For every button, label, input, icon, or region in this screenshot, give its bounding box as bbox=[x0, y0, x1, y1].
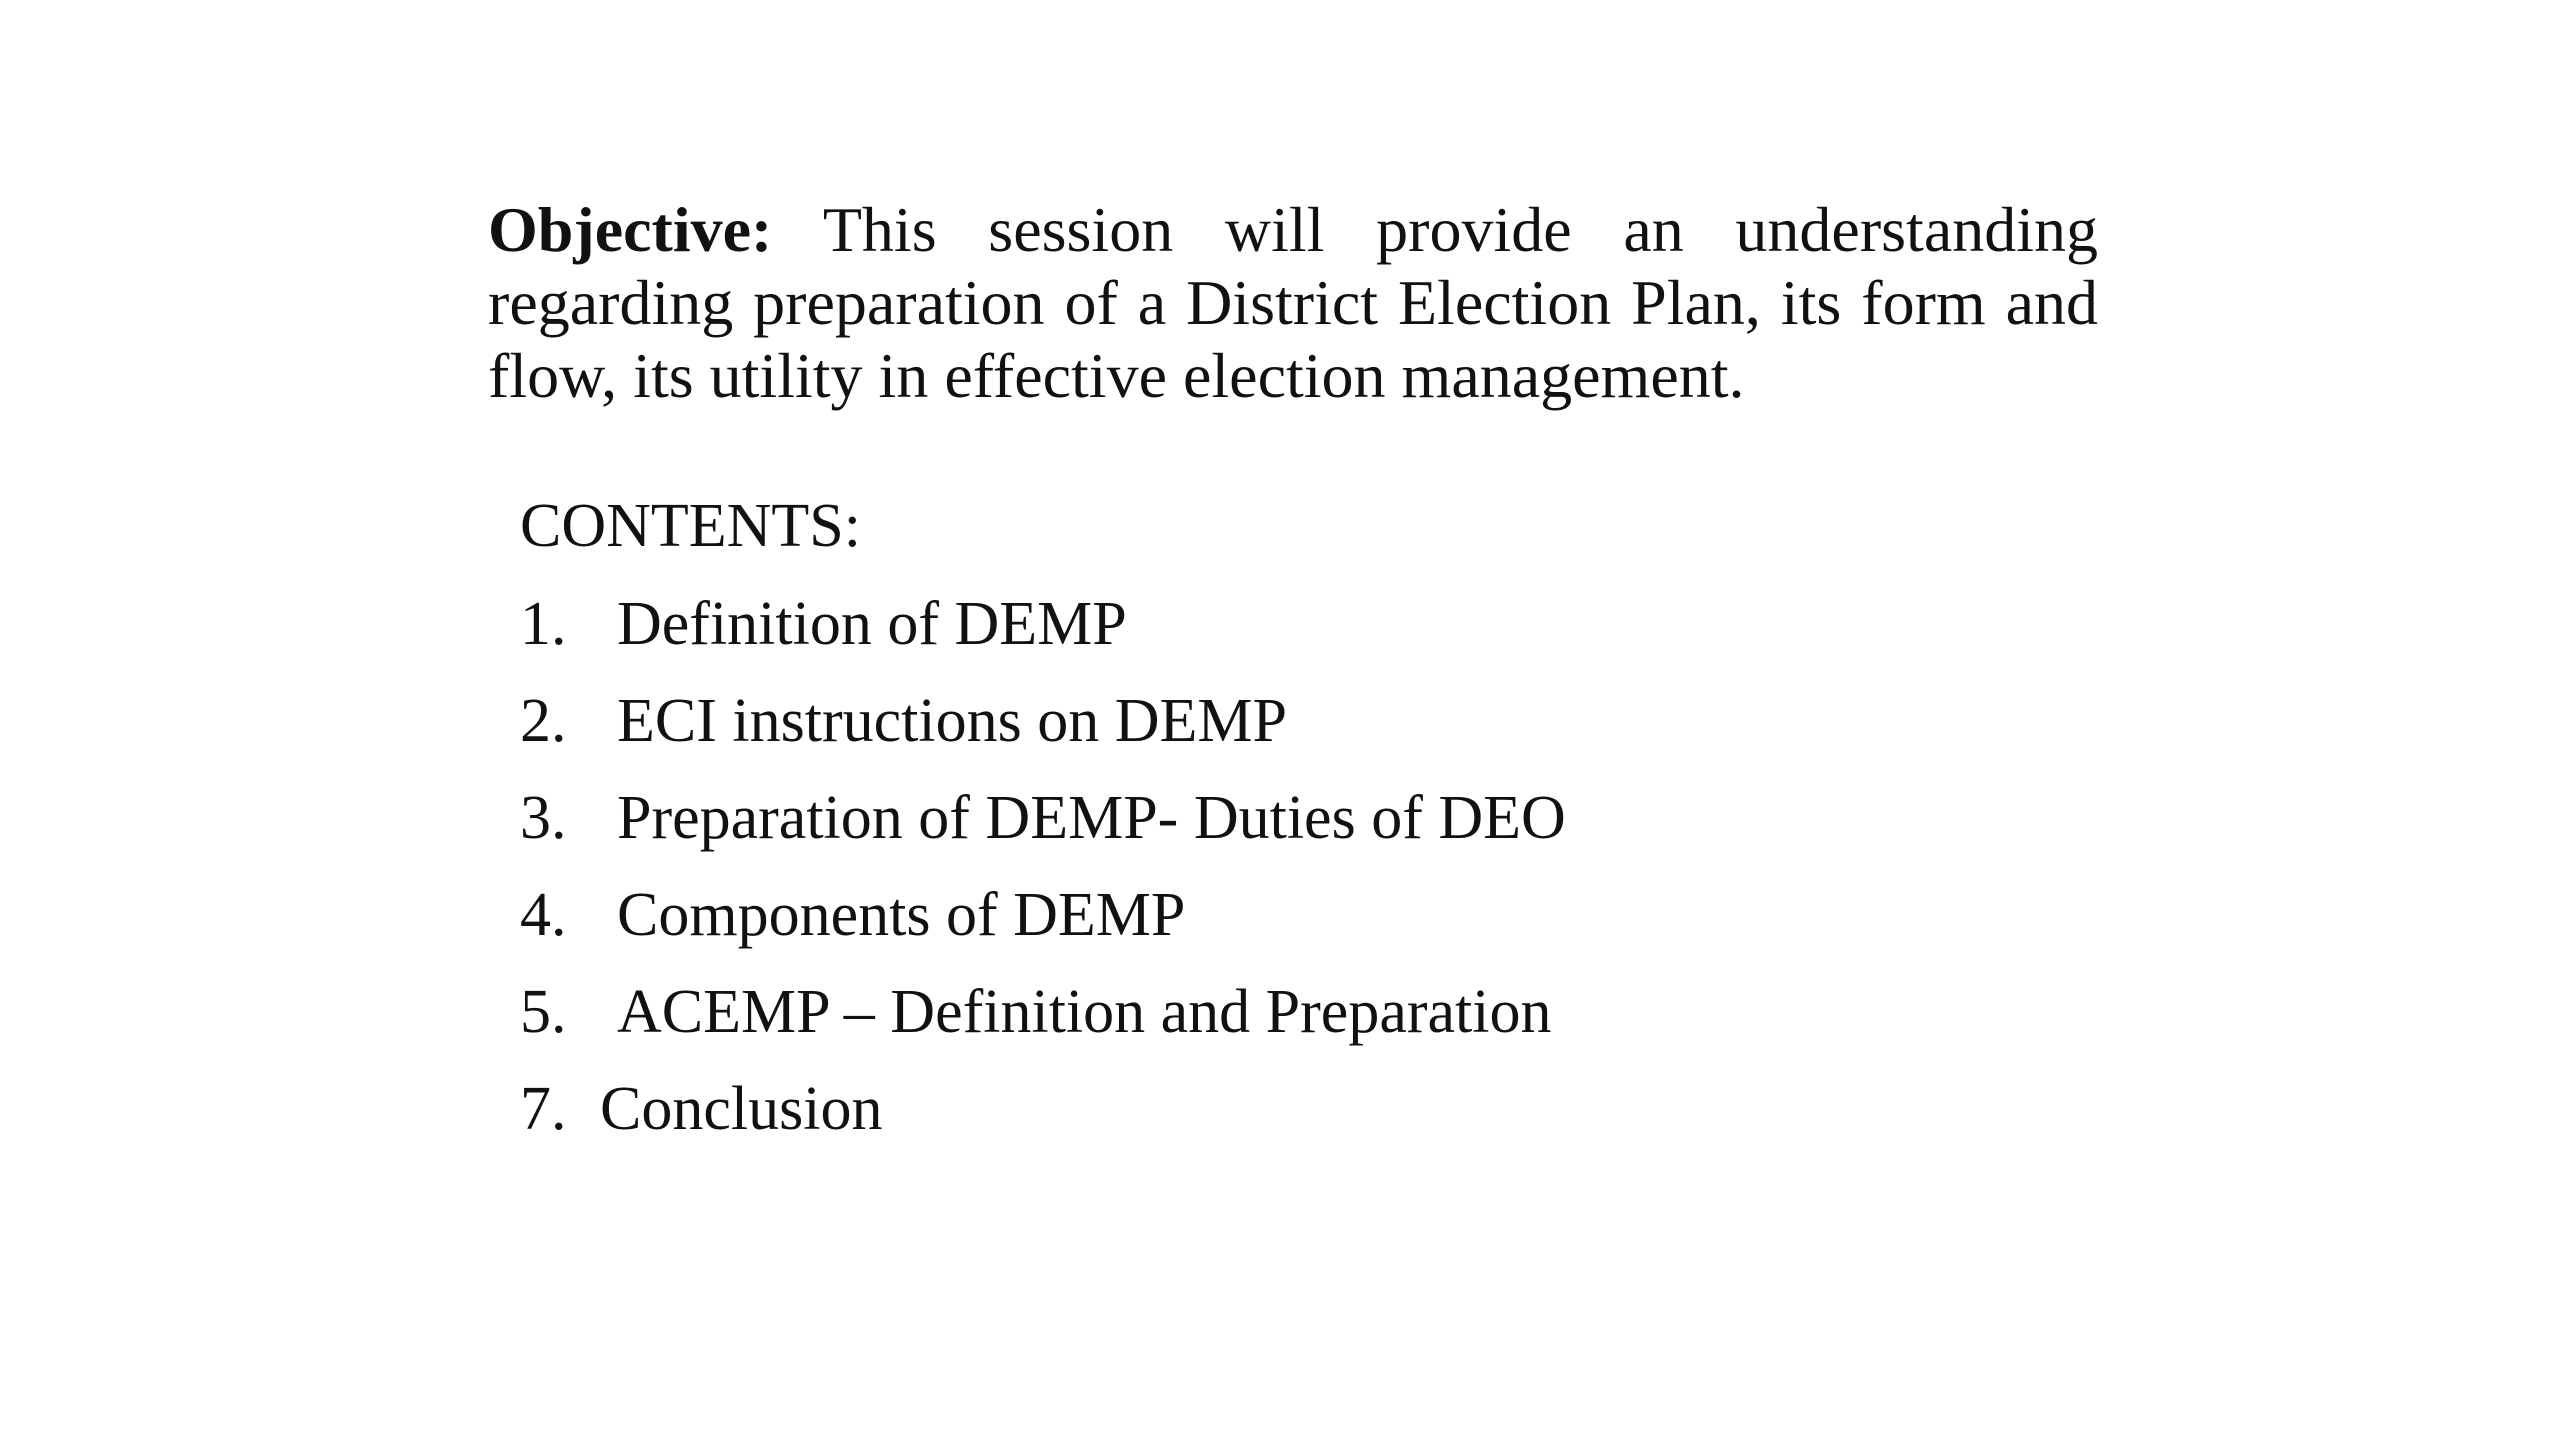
contents-item-text: ACEMP – Definition and Preparation bbox=[617, 978, 1552, 1046]
contents-item-number: 3. bbox=[520, 784, 567, 852]
contents-item-text: ECI instructions on DEMP bbox=[617, 687, 1287, 755]
contents-item-text: Components of DEMP bbox=[617, 881, 1186, 949]
contents-item-number: 7. bbox=[520, 1075, 567, 1143]
contents-item-text: Definition of DEMP bbox=[617, 590, 1127, 658]
contents-item-number: 2. bbox=[520, 687, 567, 755]
contents-item-number: 5. bbox=[520, 978, 567, 1046]
contents-item-text: Conclusion bbox=[600, 1075, 883, 1143]
contents-item-number: 4. bbox=[520, 881, 567, 949]
contents-item-text: Preparation of DEMP- Duties of DEO bbox=[617, 784, 1566, 852]
contents-item-number: 1. bbox=[520, 590, 567, 658]
contents-heading: CONTENTS: bbox=[520, 492, 861, 560]
objective-paragraph bbox=[488, 193, 2098, 412]
objective-label: Objective: bbox=[488, 194, 773, 265]
objective-text: This session will provide an understanding regarding preparation of a District Election Plan, its form and flow, its utility in effective election management. bbox=[488, 194, 2098, 411]
